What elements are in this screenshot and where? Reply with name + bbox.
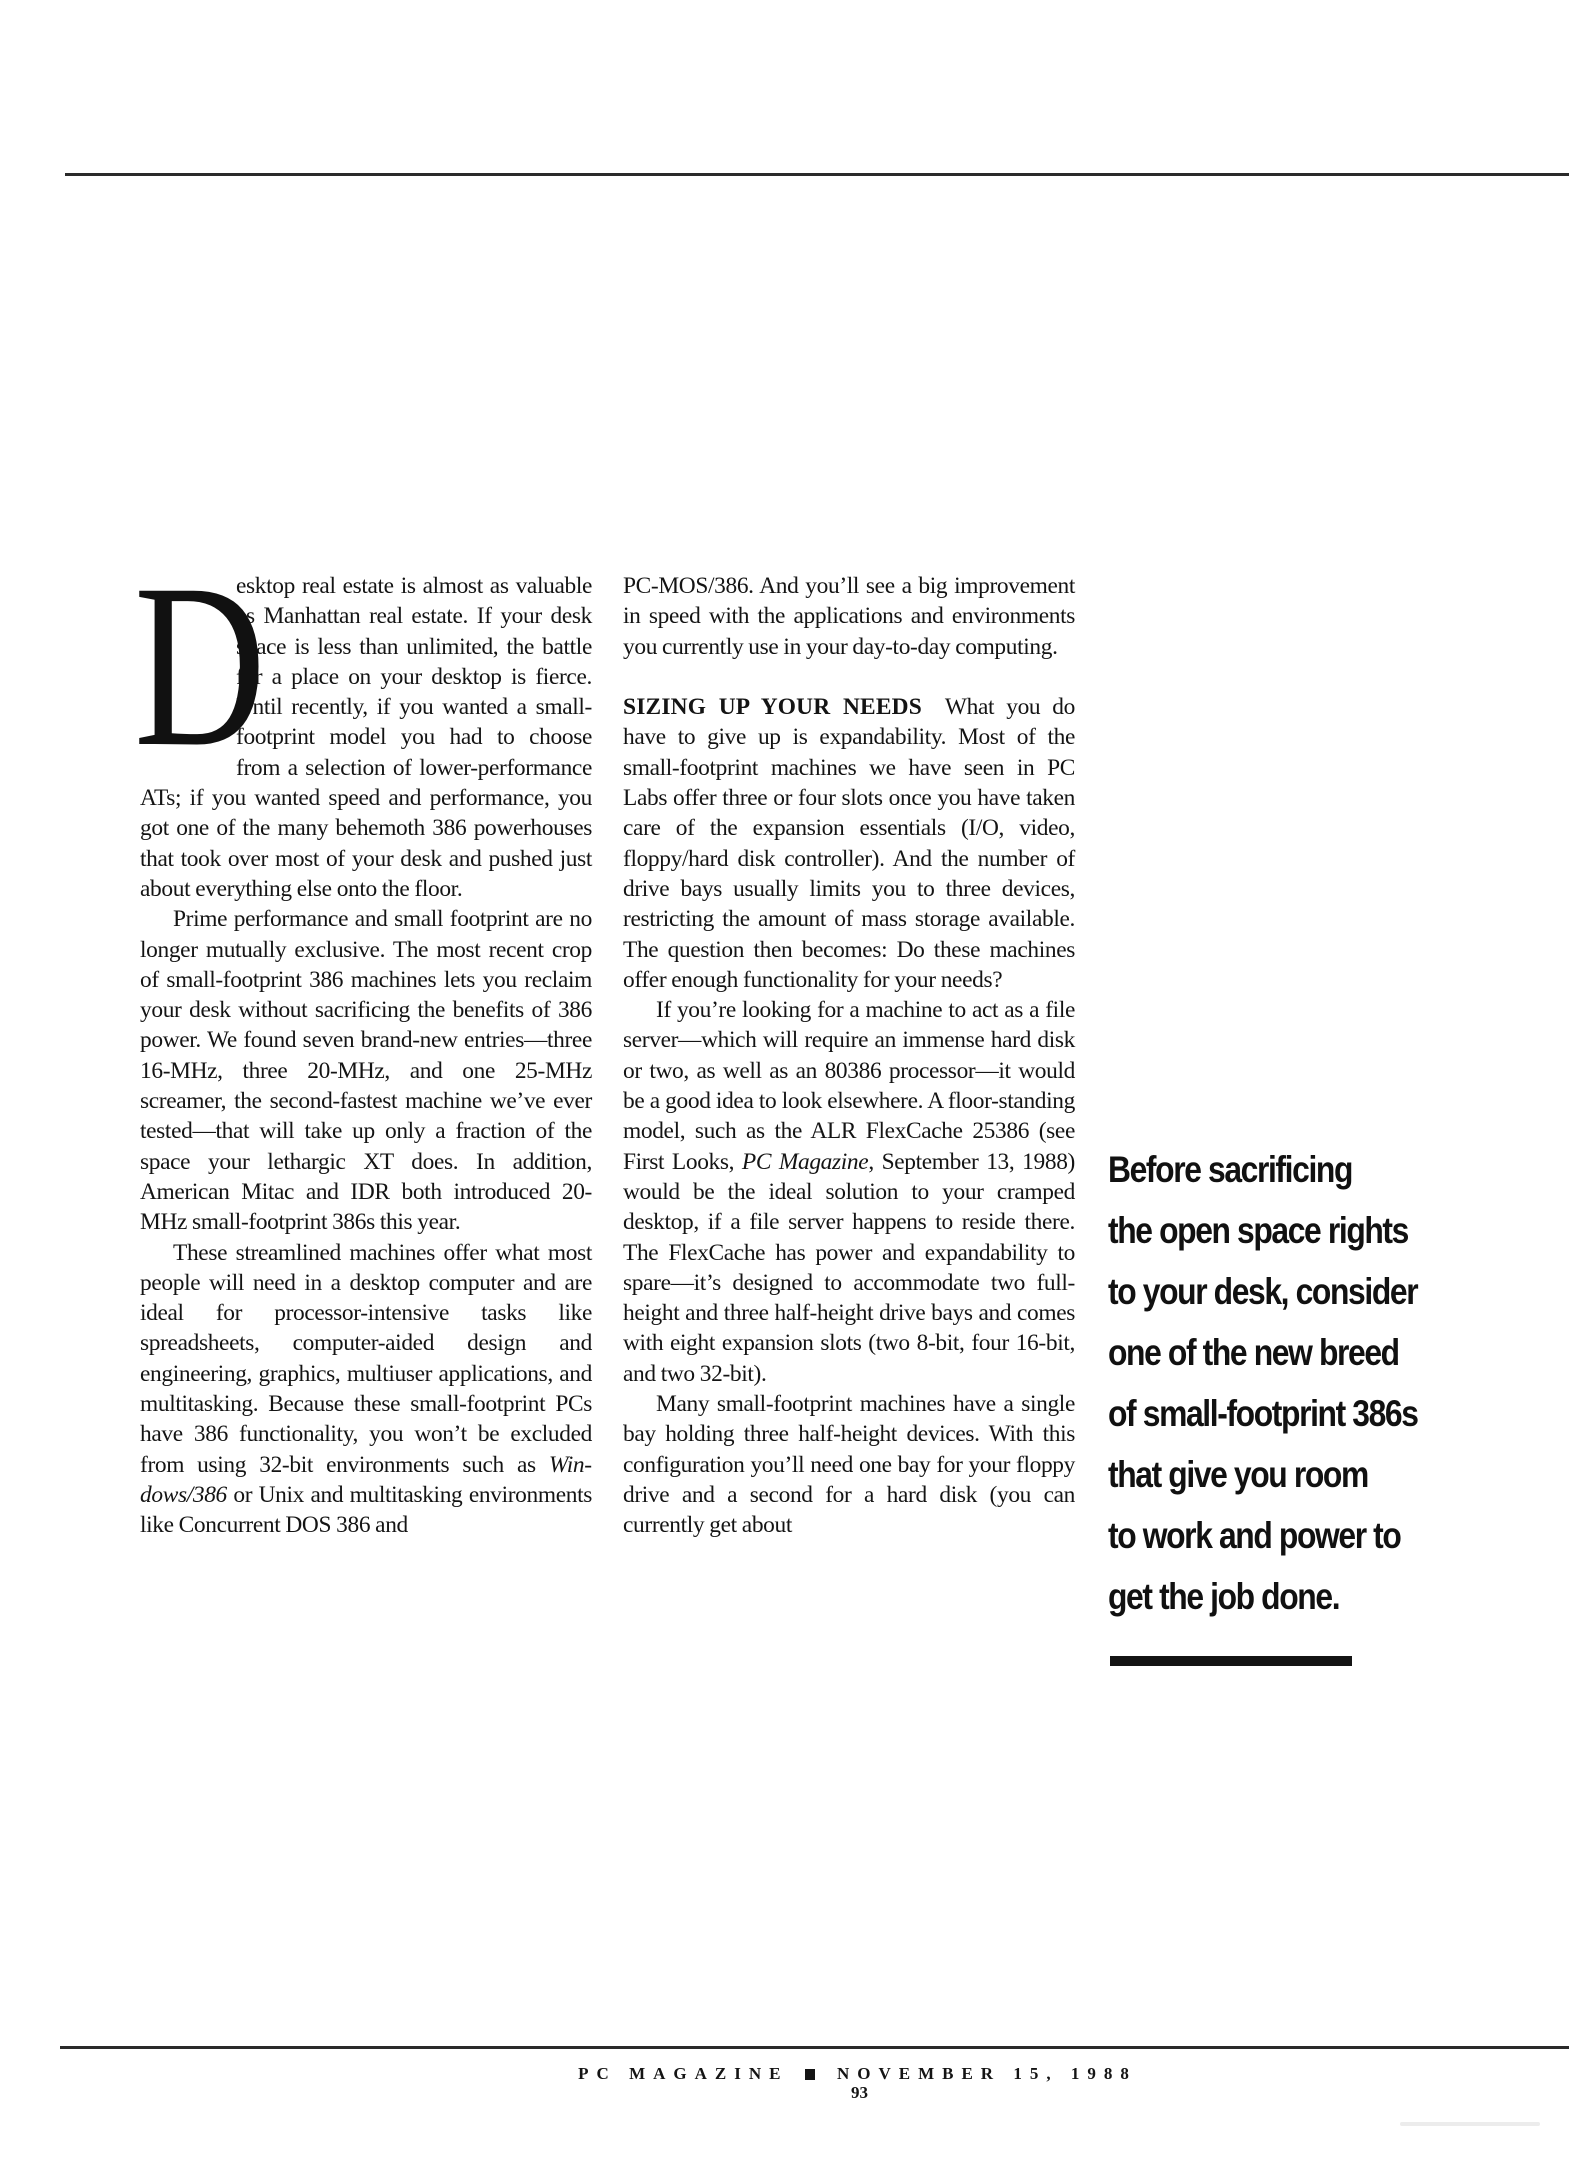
intro-text: esktop real estate is almost as valuable as Manhattan real estate. If your desk space is less than unlimited, the battle for a place on your desktop is fierce. Until recently, if you wanted a small-footprint model you had to choose from a selection of lower-performance ATs; if you wanted speed and performance, you got one of the many behemoth 386 powerhouses that took over most of your desk and pushed just about everything else onto the floor. — [140, 573, 592, 902]
pull-quote-line: that give you room — [1108, 1454, 1368, 1495]
pull-quote-line: one of the new breed — [1108, 1332, 1399, 1373]
drop-cap: D — [134, 535, 266, 795]
article-paragraph: Prime performance and small footprint are no longer mutually exclusive. The most recent crop of small-footprint 386 machines lets you reclaim your desk without sacrificing the benefits of 386 power. We found seven brand-new entries—three 16-MHz, three 20-MHz, and one 25-MHz screamer, the second-fastest machine we’ve ever tested—that will take up only a fraction of the space your lethargic XT does. In addition, American Mitac and IDR both introduced 20-MHz small-footprint 386s this year. — [140, 906, 592, 1236]
paragraph-text: or Unix and multitasking environments like Concurrent DOS 386 and — [140, 1481, 592, 1539]
paragraph-text: These streamlined machines offer what most people will need in a desktop computer and are ideal for processor-intensive tasks like spreadsheets, computer-aided design and engineering, graphics, multiuser applications, and multitasking. Because these small-footprint PCs have 386 functionality, you won’t be excluded from using 32-bit environments such as — [140, 1239, 592, 1478]
article-paragraph-continuation: PC-MOS/386. And you’ll see a big improvement in speed with the applications and environments you currently use in your day-to-day computing. — [623, 573, 1075, 660]
page-footer — [0, 2064, 1569, 2084]
section-heading: SIZING UP YOUR NEEDS — [623, 694, 922, 721]
footer-rule — [60, 2046, 1569, 2049]
paragraph-text: If you’re looking for a machine to act as a file server—which will require an immense hard disk or two, as well as an 80386 processor—it would be a good idea to look elsewhere. A floor-standing model, such as the ALR FlexCache 25386 (see First Looks, — [623, 997, 1075, 1175]
article-column-left — [134, 535, 592, 1541]
square-bullet-icon — [805, 2069, 815, 2080]
software-title: Windows/386 — [140, 1451, 592, 1508]
article-paragraph — [623, 995, 1075, 1389]
pull-quote — [1108, 1139, 1528, 1627]
page-number: 93 — [851, 2083, 868, 2102]
issue-date: NOVEMBER 15, 1988 — [836, 2064, 1137, 2083]
article-paragraph — [140, 1238, 592, 1541]
publication-title: PC Magazine — [741, 1148, 869, 1175]
article-column-middle — [623, 571, 1075, 1541]
pull-quote-line: of small-footprint 386s — [1108, 1393, 1418, 1434]
section-text: What you do have to give up is expandability. Most of the small-footprint machines we have seen in PC Labs offer three or four slots once you have taken care of the expansion essentials (I/O, video, floppy/hard disk controller). And the number of drive bays usually limits you to three devices, restricting the amount of mass storage available. The question then becomes: Do these machines offer enough functionality for your needs? — [623, 694, 1075, 993]
pull-quote-line: Before sacrificing — [1108, 1149, 1353, 1190]
pull-quote-line: get the job done. — [1108, 1576, 1340, 1617]
pull-quote-line: to your desk, consider — [1108, 1271, 1418, 1312]
header-rule — [65, 173, 1569, 176]
article-paragraph: Many small-footprint machines have a single bay holding three half-height devices. With this configuration you’ll need one bay for your floppy drive and a second for a hard disk (you can currently get about — [623, 1391, 1075, 1539]
pull-quote-rule — [1110, 1656, 1352, 1666]
article-paragraph-intro — [134, 535, 592, 904]
scan-artifact — [1400, 2122, 1540, 2126]
pull-quote-line: to work and power to — [1108, 1515, 1401, 1556]
paragraph-text: , September 13, 1988) would be the ideal solution to your cramped desktop, if a file server happens to reside there. The FlexCache has power and expandability to spare—it’s designed to accommodate two full-height and three half-height drive bays and comes with eight expansion slots (two 8-bit, four 16-bit, and two 32-bit). — [623, 1148, 1075, 1387]
pull-quote-line: the open space rights — [1108, 1210, 1408, 1251]
article-section-sizing — [623, 692, 1075, 995]
publication-name: PC MAGAZINE — [578, 2064, 789, 2083]
